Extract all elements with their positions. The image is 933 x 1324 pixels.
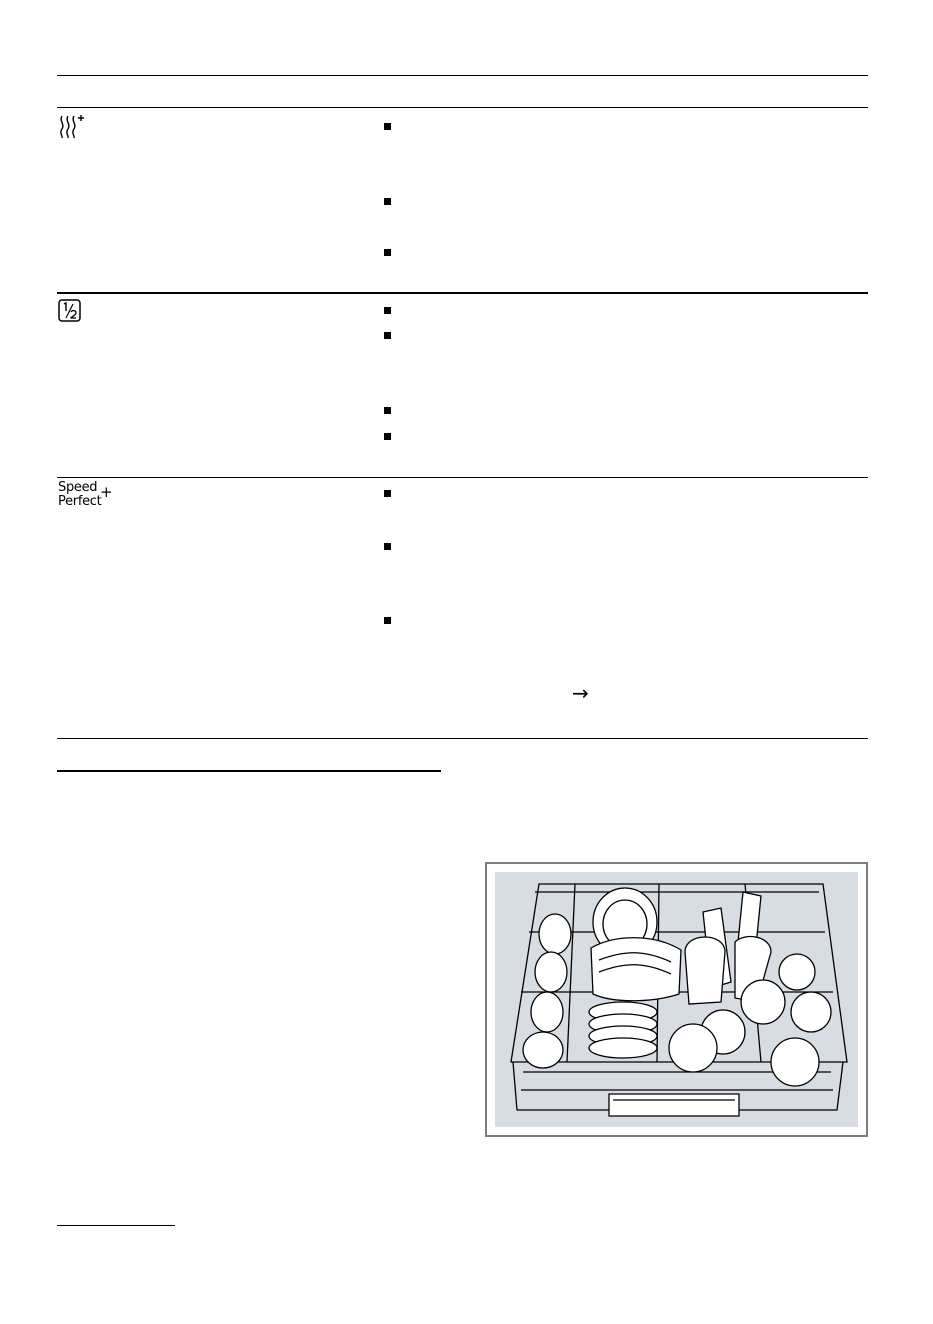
bullet-marker <box>384 123 391 130</box>
bullet-marker <box>384 543 391 550</box>
dish-rack-icon <box>495 872 858 1127</box>
bullet-marker <box>384 249 391 256</box>
bullet-marker <box>384 617 391 624</box>
speed-label: Speed <box>58 480 98 495</box>
bullet-marker <box>384 307 391 314</box>
extra-dry-icon <box>58 112 90 140</box>
arrow-icon: → <box>572 681 589 705</box>
table-bottom-rule <box>57 738 868 739</box>
table-header-rule <box>57 107 868 108</box>
plus-label: + <box>100 483 113 501</box>
section-heading-rule <box>57 770 441 772</box>
upper-dish-rack-illustration <box>485 862 868 1137</box>
speed-perfect-icon <box>58 481 118 513</box>
bullet-marker <box>384 407 391 414</box>
row-divider <box>57 292 868 294</box>
footnote-rule <box>57 1225 175 1226</box>
half-load-icon <box>58 299 82 323</box>
bullet-marker <box>384 490 391 497</box>
bullet-marker <box>384 198 391 205</box>
row-divider <box>57 477 868 478</box>
table-top-rule <box>57 75 868 76</box>
bullet-marker <box>384 332 391 339</box>
perfect-label: Perfect <box>58 494 102 509</box>
bullet-marker <box>384 433 391 440</box>
